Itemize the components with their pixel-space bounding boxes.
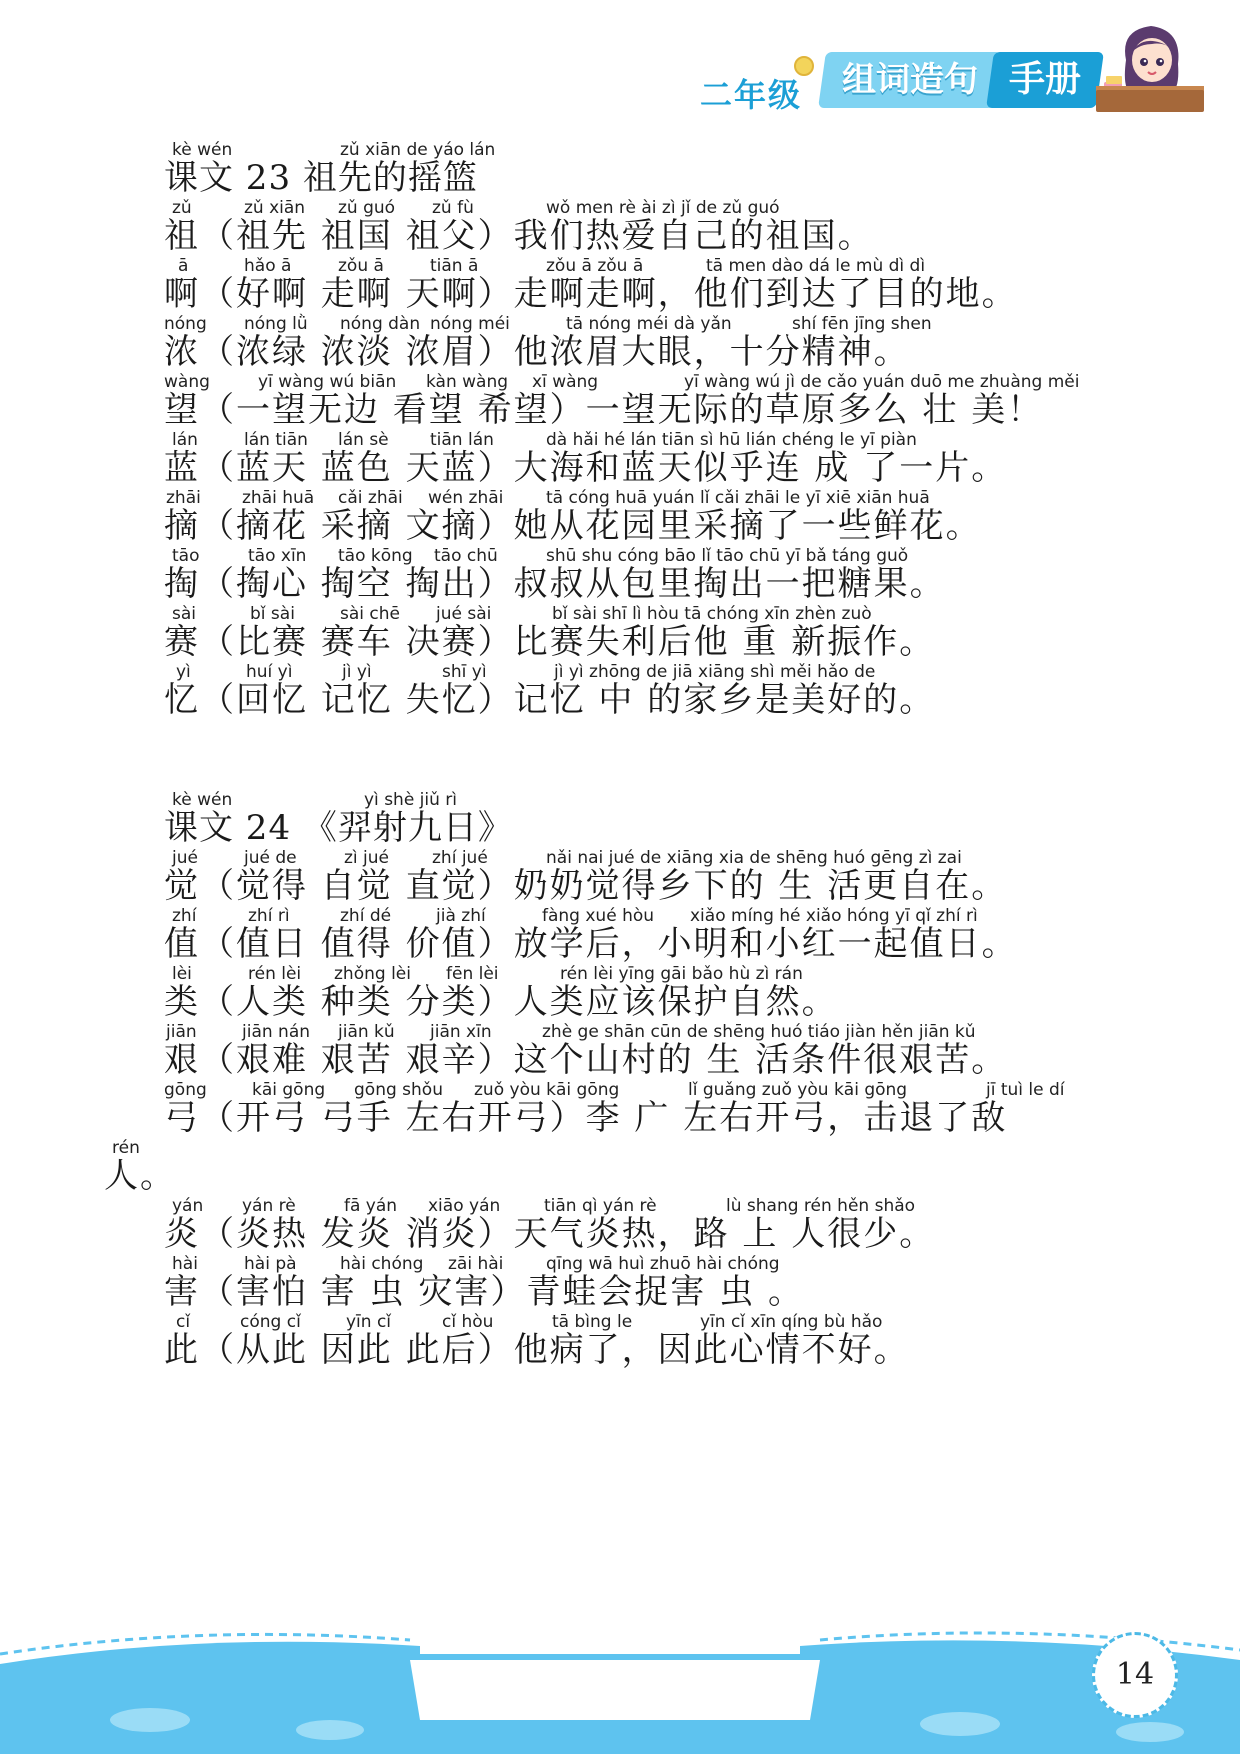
pinyin: sài <box>172 604 196 624</box>
pinyin: tā cóng huā yuán lǐ cǎi zhāi le yī xiē xiān huā <box>546 488 930 508</box>
pinyin: lán sè <box>338 430 389 450</box>
pinyin: kè wén <box>172 790 233 810</box>
pinyin: jì yì <box>342 662 372 682</box>
vocab-line <box>0 546 1240 604</box>
hanzi-text: 祖（祖先 祖国 祖父）我们热爱自己的祖国。 <box>164 216 874 256</box>
vocab-line <box>0 1138 1240 1196</box>
hanzi-text: 摘（摘花 采摘 文摘）她从花园里采摘了一些鲜花。 <box>164 506 982 546</box>
bubble-icon <box>794 56 814 76</box>
pinyin: xī wàng <box>532 372 599 392</box>
pinyin: gōng shǒu <box>354 1080 443 1100</box>
pinyin: kàn wàng <box>426 372 509 392</box>
hanzi-text: 课文 23 祖先的摇篮 <box>164 158 478 198</box>
pinyin: shū shu cóng bāo lǐ tāo chū yī bǎ táng guǒ <box>546 546 909 566</box>
pinyin: nóng méi <box>430 314 510 334</box>
pinyin: zǒu ā <box>338 256 384 276</box>
page-number: 14 <box>1092 1632 1178 1718</box>
pinyin: lán tiān <box>244 430 308 450</box>
pinyin: jī tuì le dí <box>986 1080 1065 1100</box>
lesson-title <box>0 790 1240 848</box>
pinyin: cǎi zhāi <box>338 488 403 508</box>
pinyin: cóng cǐ <box>240 1312 301 1332</box>
vocab-line <box>0 430 1240 488</box>
pinyin: zhǒng lèi <box>334 964 411 984</box>
book-title: 组词造句 <box>842 60 978 100</box>
pinyin: yīn cǐ <box>346 1312 392 1332</box>
pinyin: yán <box>172 1196 204 1216</box>
pinyin: nóng <box>164 314 207 334</box>
vocab-line <box>0 198 1240 256</box>
hanzi-text: 赛（比赛 赛车 决赛）比赛失利后他 重 新振作。 <box>164 622 936 662</box>
pinyin: yán rè <box>242 1196 296 1216</box>
pinyin: zhí <box>172 906 197 926</box>
pinyin: rén <box>112 1138 140 1158</box>
pinyin: zhí dé <box>340 906 392 926</box>
hanzi-text: 望（一望无边 看望 希望）一望无际的草原多么 壮 美！ <box>164 390 1044 430</box>
hanzi-text: 弓（开弓 弓手 左右开弓）李 广 左右开弓，击退了敌 <box>164 1098 1008 1138</box>
pinyin: dà hǎi hé lán tiān sì hū lián chéng le yī piàn <box>546 430 917 450</box>
pinyin: rén lèi yīng gāi bǎo hù zì rán <box>560 964 803 984</box>
pinyin: jué <box>172 848 198 868</box>
book-title-badge <box>818 52 1002 108</box>
pinyin: zǔ <box>172 198 192 218</box>
vocab-line <box>0 256 1240 314</box>
vocab-line <box>0 488 1240 546</box>
pinyin: bǐ sài shī lì hòu tā chóng xīn zhèn zuò <box>552 604 872 624</box>
pinyin: jiān <box>166 1022 197 1042</box>
vocab-line <box>0 604 1240 662</box>
pinyin: rén lèi <box>248 964 302 984</box>
vocab-line <box>0 1254 1240 1312</box>
pinyin: zuǒ yòu kāi gōng <box>474 1080 620 1100</box>
pinyin: kè wén <box>172 140 233 160</box>
pinyin: wàng <box>164 372 210 392</box>
footer-decoration <box>0 1620 1240 1754</box>
pinyin: zì jué <box>344 848 390 868</box>
pinyin: tā men dào dá le mù dì dì <box>706 256 926 276</box>
vocab-line <box>0 1022 1240 1080</box>
vocab-line <box>0 848 1240 906</box>
page-header <box>0 0 1240 130</box>
pinyin: yì <box>176 662 191 682</box>
pinyin: zhāi <box>166 488 201 508</box>
pinyin: lù shang rén hěn shǎo <box>726 1196 916 1216</box>
grade-label: 二年级 <box>700 76 803 114</box>
pinyin: zhí jué <box>432 848 488 868</box>
pinyin: cǐ <box>176 1312 191 1332</box>
pinyin: zhāi huā <box>242 488 315 508</box>
pinyin: zhí rì <box>248 906 290 926</box>
pinyin: fēn lèi <box>446 964 499 984</box>
lesson-title <box>0 140 1240 198</box>
pinyin: nǎi nai jué de xiāng xia de shēng huó gēng zì zai <box>546 848 962 868</box>
pinyin: nóng lǜ <box>244 314 308 334</box>
vocab-line <box>0 1196 1240 1254</box>
pinyin: yì shè jiǔ rì <box>364 790 458 810</box>
pinyin: kāi gōng <box>252 1080 326 1100</box>
pinyin: tāo xīn <box>248 546 307 566</box>
pinyin: lán <box>172 430 198 450</box>
vocab-line <box>0 1080 1240 1138</box>
pinyin: tāo chū <box>434 546 498 566</box>
pinyin: gōng <box>164 1080 207 1100</box>
pinyin: sài chē <box>340 604 400 624</box>
pinyin: zāi hài <box>448 1254 504 1274</box>
pinyin: qīng wā huì zhuō hài chóng <box>546 1254 780 1274</box>
hanzi-text: 值（值日 值得 价值）放学后，小明和小红一起值日。 <box>164 924 1018 964</box>
pinyin: ā <box>178 256 189 276</box>
pinyin: zǔ xiān <box>244 198 306 218</box>
hanzi-text: 人。 <box>104 1156 176 1196</box>
hanzi-text: 啊（好啊 走啊 天啊）走啊走啊，他们到达了目的地。 <box>164 274 1018 314</box>
pinyin: jué sài <box>436 604 492 624</box>
pinyin: zǔ xiān de yáo lán <box>340 140 496 160</box>
book-subtitle: 手册 <box>1008 59 1081 100</box>
pinyin: tā bìng le <box>552 1312 633 1332</box>
pinyin: hài chóng <box>340 1254 424 1274</box>
hanzi-text: 类（人类 种类 分类）人类应该保护自然。 <box>164 982 838 1022</box>
hanzi-text: 蓝（蓝天 蓝色 天蓝）大海和蓝天似乎连 成 了一片。 <box>164 448 1008 488</box>
hanzi-text: 掏（掏心 掏空 掏出）叔叔从包里掏出一把糖果。 <box>164 564 946 604</box>
pinyin: tāo <box>172 546 200 566</box>
pinyin: xiǎo míng hé xiǎo hóng yī qǐ zhí rì <box>690 906 978 926</box>
pinyin: zhè ge shān cūn de shēng huó tiáo jiàn hěn jiān kǔ <box>542 1022 976 1042</box>
pinyin: nóng dàn <box>340 314 421 334</box>
vocab-line <box>0 662 1240 720</box>
pinyin: jiān nán <box>242 1022 311 1042</box>
pinyin: lǐ guǎng zuǒ yòu kāi gōng <box>688 1080 908 1100</box>
pinyin: tiān ā <box>430 256 479 276</box>
pinyin: tiān lán <box>430 430 494 450</box>
pinyin: hài <box>172 1254 198 1274</box>
pinyin: zǔ fù <box>432 198 474 218</box>
pinyin: fàng xué hòu <box>542 906 655 926</box>
pinyin: jì yì zhōng de jiā xiāng shì měi hǎo de <box>554 662 876 682</box>
pinyin: wǒ men rè ài zì jǐ de zǔ guó <box>546 198 780 218</box>
pinyin: xiāo yán <box>428 1196 501 1216</box>
pinyin: jiān xīn <box>430 1022 492 1042</box>
pinyin: hài pà <box>244 1254 297 1274</box>
pinyin: jiān kǔ <box>338 1022 395 1042</box>
hanzi-text: 炎（炎热 发炎 消炎）天气炎热，路 上 人很少。 <box>164 1214 936 1254</box>
pinyin: cǐ hòu <box>442 1312 494 1332</box>
vocab-line <box>0 372 1240 430</box>
hanzi-text: 忆（回忆 记忆 失忆）记忆 中 的家乡是美好的。 <box>164 680 936 720</box>
vocab-line <box>0 314 1240 372</box>
pinyin: fā yán <box>344 1196 398 1216</box>
pinyin: shí fēn jīng shen <box>792 314 932 334</box>
desk <box>1096 90 1204 112</box>
pinyin: zǔ guó <box>338 198 396 218</box>
vocab-line <box>0 964 1240 1022</box>
hanzi-text: 此（从此 因此 此后）他病了，因此心情不好。 <box>164 1330 910 1370</box>
pinyin: jué de <box>244 848 297 868</box>
pinyin: bǐ sài <box>250 604 295 624</box>
hanzi-text: 浓（浓绿 浓淡 浓眉）他浓眉大眼，十分精神。 <box>164 332 910 372</box>
hanzi-text: 觉（觉得 自觉 直觉）奶奶觉得乡下的 生 活更自在。 <box>164 866 1008 906</box>
pinyin: shī yì <box>442 662 487 682</box>
pinyin: yī wàng wú biān <box>258 372 397 392</box>
pinyin: yīn cǐ xīn qíng bù hǎo <box>700 1312 883 1332</box>
pinyin: huí yì <box>246 662 293 682</box>
pinyin: wén zhāi <box>428 488 504 508</box>
pinyin: tāo kōng <box>338 546 413 566</box>
pinyin: yī wàng wú jì de cǎo yuán duō me zhuàng měi <box>684 372 1080 392</box>
pinyin: zǒu ā zǒu ā <box>546 256 644 276</box>
pinyin: hǎo ā <box>244 256 292 276</box>
pinyin: tā nóng méi dà yǎn <box>566 314 732 334</box>
pinyin: tiān qì yán rè <box>544 1196 657 1216</box>
pinyin: lèi <box>172 964 192 984</box>
hanzi-text: 艰（艰难 艰苦 艰辛）这个山村的 生 活条件很艰苦。 <box>164 1040 1008 1080</box>
vocab-line <box>0 906 1240 964</box>
pinyin: jià zhí <box>436 906 486 926</box>
vocab-line <box>0 1312 1240 1370</box>
hanzi-text: 害（害怕 害 虫 灾害）青蛙会捉害 虫 。 <box>164 1272 805 1312</box>
hanzi-text: 课文 24 《羿射九日》 <box>164 808 513 848</box>
book-subtitle-badge <box>986 52 1104 108</box>
